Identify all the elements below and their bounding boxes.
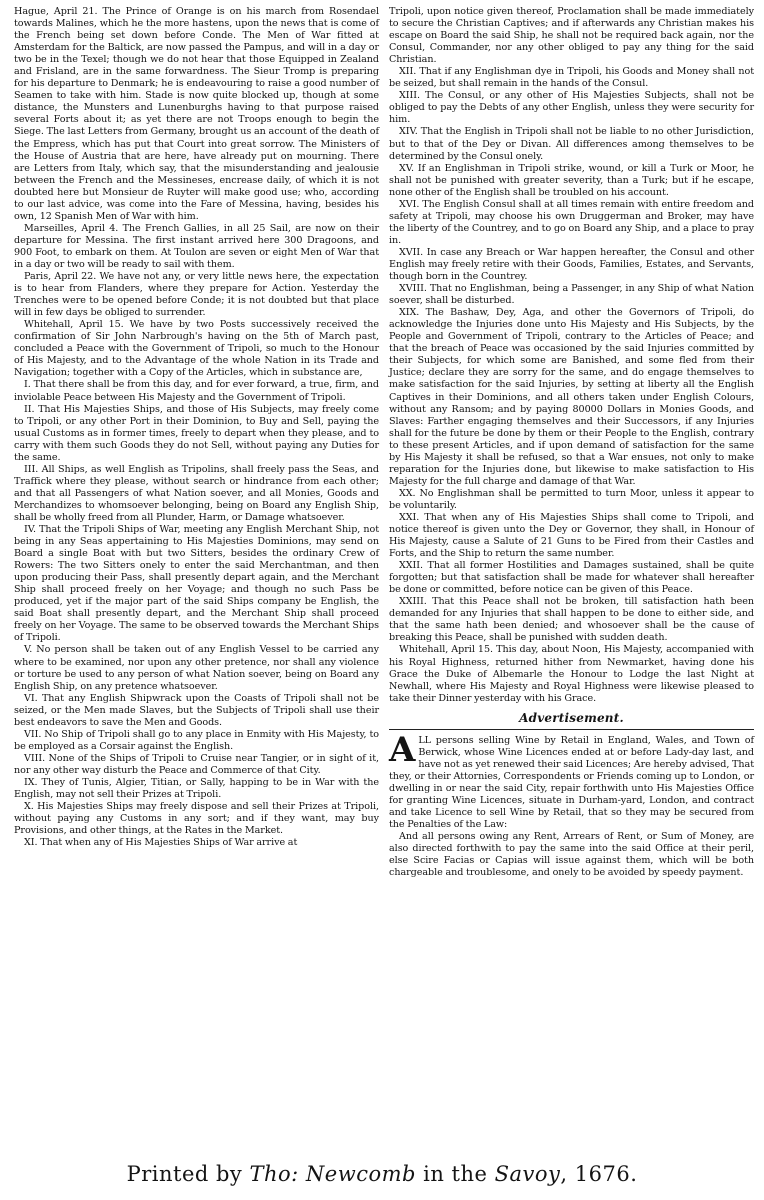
- article-10: X. His Majesties Ships may freely dispose and sell their Prizes at Tripoli, without paying any Customs in any sort; and if they want, may buy Provisions, and other things, at the Rates in the Market.: [14, 801, 379, 837]
- article-20: XX. No Englishman shall be permitted to turn Moor, unless it appear to be voluntarily.: [389, 487, 754, 511]
- article-23: XXIII. That this Peace shall not be broken, till satisfaction hath been demanded for any Injuries that shall happen to be done to either side, and that the same hath been denied; and whosoever shall be the cause of breaking this Peace, shall be punished with sudden death.: [389, 596, 754, 644]
- article-18: XVIII. That no Englishman, being a Passenger, in any Ship of what Nation soever, shall be disturbed.: [389, 283, 754, 307]
- two-column-body: [14, 6, 754, 1138]
- advertisement-title: Advertisement.: [519, 710, 624, 725]
- advertisement-rents: And all persons owing any Rent, Arrears of Rent, or Sum of Money, are also directed forthwith to pay the same into the said Office at their peril, else Scire Facias or Capias will issue against them, which will be both chargeable and troublesome, and onely to be avoided by speedy payment.: [389, 831, 754, 879]
- news-paris: Paris, April 22. We have not any, or very little news here, the expectation is to hear from Flanders, where they prepare for Action. Yesterday the Trenches were to be opened before Conde; it is not doubted but that place will in few days be obliged to surrender.: [14, 271, 379, 319]
- news-hague: Hague, April 21. The Prince of Orange is on his march from Rosendael towards Malines, which he the more hastens, upon the news that is come of the French being set down before Conde. The Men of War fitted at Amsterdam for the Baltick, are now passed the Pampus, and will in a day or two be in the Texel; though we do not hear that those Equipped in Zealand and Frisland, are in the same forwardness. The Sieur Tromp is preparing for his departure to Denmark; he is endeavouring to raise a good number of Seamen to take with him. Stade is now quite blocked up, though at some distance, the Munsters and Lunenburghs having to that purpose raised several Forts about it; as yet there are not Troops enough to begin the Siege. The last Letters from Germany, brought us an account of the death of the Empress, which has put that Court into great sorrow. The Ministers of the House of Austria that are here, have already put on mourning. There are Letters from Italy, which say, that the misunderstanding and jealousie between the French and the Messineses, encrease daily, of which it is not doubted here but Monsieur de Ruyter will make good use; who, according to our last advice, was come into the Fare of Messina, having, besides his own, 12 Spanish Men of War with him.: [14, 6, 379, 222]
- imprint-printer: Tho: Newcomb: [249, 1162, 416, 1186]
- article-17: XVII. In case any Breach or War happen hereafter, the Consul and other English may freely retire with their Goods, Families, Estates, and Servants, though born in the Countrey.: [389, 246, 754, 283]
- article-15: XV. If an Englishman in Tripoli strike, wound, or kill a Turk or Moor, he shall not be punished with greater severity, than a Turk; but if he escape, none other of the English shall be troubled on his account.: [389, 162, 754, 198]
- article-1: I. That there shall be from this day, and for ever forward, a true, firm, and inviolable Peace between His Majesty and the Government of Tripoli.: [14, 379, 379, 403]
- article-3: III. All Ships, as well English as Tripolins, shall freely pass the Seas, and Traffick where they please, without search or hindrance from each other; and that all Passengers of what Nation soever, and all Monies, Goods and Merchandizes to whomsoever belonging, being on Board any English Ship, shall be wholly freed from all Plunder, Harm, or Damage whatsoever.: [14, 463, 379, 523]
- article-11-cont: Tripoli, upon notice given thereof, Proclamation shall be made immediately to secure the Christian Captives; and if afterwards any Christian makes his escape on Board the said Ship, he shall not be required back again, nor the Consul, Commander, nor any other obliged to pay any thing for the said Christian.: [389, 6, 754, 66]
- drop-cap: A: [389, 729, 416, 770]
- article-5: V. No person shall be taken out of any English Vessel to be carried any where to be examined, nor upon any other pretence, nor shall any violence or torture be used to any person of what Nation soever, being on Board any English Ship, on any pretence whatsoever.: [14, 644, 379, 692]
- news-marseilles: Marseilles, April 4. The French Gallies, in all 25 Sail, are now on their departure for Messina. The first instant arrived here 300 Dragoons, and 900 Foot, to embark on them. At Toulon are seven or eight Men of War that in a day or two will be ready to sail with them.: [14, 222, 379, 270]
- news-whitehall-treaty: Whitehall, April 15. We have by two Posts successively received the confirmation of Sir John Narbrough's having on the 5th of March past, concluded a Peace with the Government of Tripoli, so much to the Honour of His Majesty, and to the Advantage of the whole Nation in its Trade and Navigation; together with a Copy of the Articles, which in substance are,: [14, 319, 379, 379]
- imprint-year: , 1676.: [560, 1162, 638, 1186]
- advertisement-wine-licences: [389, 729, 754, 831]
- article-8: VIII. None of the Ships of Tripoli to Cruise near Tangier, or in sight of it, nor any other way disturb the Peace and Commerce of that City.: [14, 752, 379, 776]
- advertisement-rule: [389, 729, 754, 730]
- article-16: XVI. The English Consul shall at all times remain with entire freedom and safety at Tripoli, may choose his own Druggerman and Broker, may have the liberty of the Countrey, and to go on Board any Ship, and a place to pray in.: [389, 198, 754, 246]
- article-13: XIII. The Consul, or any other of His Majesties Subjects, shall not be obliged to pay the Debts of any other English, unless they were security for him.: [389, 90, 754, 126]
- article-6: VI. That any English Shipwrack upon the Coasts of Tripoli shall not be seized, or the Men made Slaves, but the Subjects of Tripoli shall use their best endeavors to save the Men and Goods.: [14, 692, 379, 728]
- imprint-printed-by: Printed by: [126, 1162, 250, 1186]
- article-14: XIV. That the English in Tripoli shall not be liable to no other Jurisdiction, but to that of the Dey or Divan. All differences among themselves to be determined by the Consul onely.: [389, 126, 754, 162]
- advertisement-text-1: LL persons selling Wine by Retail in England, Wales, and Town of Berwick, whose Wine Licences ended at or before Lady-day last, and have not as yet renewed their said Licences; Are hereby advised, That they, or their Attornies, Correspondents or Friends coming up to London, or dwelling in or near the said City, repair forthwith unto His Majesties Office for granting Wine Licences, situate in Durham-yard, London, and contract and take Licence to sell Wine by Retail, that so they may be secured from the Penalties of the Law:: [389, 734, 754, 831]
- article-12: XII. That if any Englishman dye in Tripoli, his Goods and Money shall not be seized, but shall remain in the hands of the Consul.: [389, 66, 754, 90]
- left-column: [14, 6, 379, 1138]
- article-7: VII. No Ship of Tripoli shall go to any place in Enmity with His Majesty, to be employed as a Corsair against the English.: [14, 728, 379, 752]
- right-column: [389, 6, 754, 1138]
- imprint-in-the: in the: [415, 1162, 495, 1186]
- news-whitehall-king-return: Whitehall, April 15. This day, about Noon, His Majesty, accompanied with his Royal Highness, returned hither from Newmarket, having done his Grace the Duke of Albemarle the Honour to Lodge the last Night at Newhall, where His Majesty and Royal Highness were likewise pleased to take their Dinner yesterday with his Grace.: [389, 644, 754, 704]
- article-19: XIX. The Bashaw, Dey, Aga, and other the Governors of Tripoli, do acknowledge the Injuries done unto His Majesty and His Subjects, by the People and Government of Tripoli, contrary to the Articles of Peace; and that the breach of Peace was occasioned by the said Injuries committed by their Subjects, for which some are Banished, and some fled from their Justice; declare they are sorry for the same, and do engage themselves to make satisfaction for the said Injuries, by setting at liberty all the English Captives in their Dominions, and all others taken under English Colours, without any Ransom; and by paying 80000 Dollars in Monies Goods, and Slaves: Farther engaging themselves and their Successors, if any Injuries shall for the future be done by them or their People to the English, contrary to these present Articles, and if upon demand of satisfaction for the same by His Majesty it shall be refused, so that a War ensues, not only to make reparation for the Injuries done, but likewise to make satisfaction to His Majesty for the full charge and damage of that War.: [389, 307, 754, 487]
- article-21: XXI. That when any of His Majesties Ships shall come to Tripoli, and notice thereof is given unto the Dey or Governor, they shall, in Honour of His Majesty, cause a Salute of 21 Guns to be Fired from their Castles and Forts, and the Ship to return the same number.: [389, 511, 754, 560]
- imprint-place: Savoy: [494, 1162, 561, 1186]
- article-22: XXII. That all former Hostilities and Damages sustained, shall be quite forgotten; but that satisfaction shall be made for whatever shall hereafter be done or committed, before notice can be given of this Peace.: [389, 560, 754, 596]
- article-4: IV. That the Tripoli Ships of War, meeting any English Merchant Ship, not being in any Seas appertaining to His Majesties Dominions, may send on Board a single Boat with but two Sitters, besides the ordinary Crew of Rowers: The two Sitters onely to enter the said Merchantman, and then upon producing their Pass, shall presently depart again, and the Merchant Ship shall proceed freely on her Voyage; and though no such Pass be produced, yet if the major part of the said Ships company be English, the said Boat shall presently depart, and the Merchant Ship shall proceed freely on her Voyage. The same to be observed towards the Merchant Ships of Tripoli.: [14, 524, 379, 644]
- article-11-start: XI. That when any of His Majesties Ships of War arrive at: [24, 837, 298, 849]
- article-2: II. That His Majesties Ships, and those of His Subjects, may freely come to Tripoli, or any other Port in their Dominion, to Buy and Sell, paying the usual Customs as in former times, freely to depart when they please, and to carry with them such Goods they do not Sell, without paying any Duties for the same.: [14, 403, 379, 463]
- printer-imprint: [0, 1162, 764, 1186]
- article-9: IX. They of Tunis, Algier, Titian, or Sally, happing to be in War with the English, may not sell their Prizes at Tripoli.: [14, 777, 379, 801]
